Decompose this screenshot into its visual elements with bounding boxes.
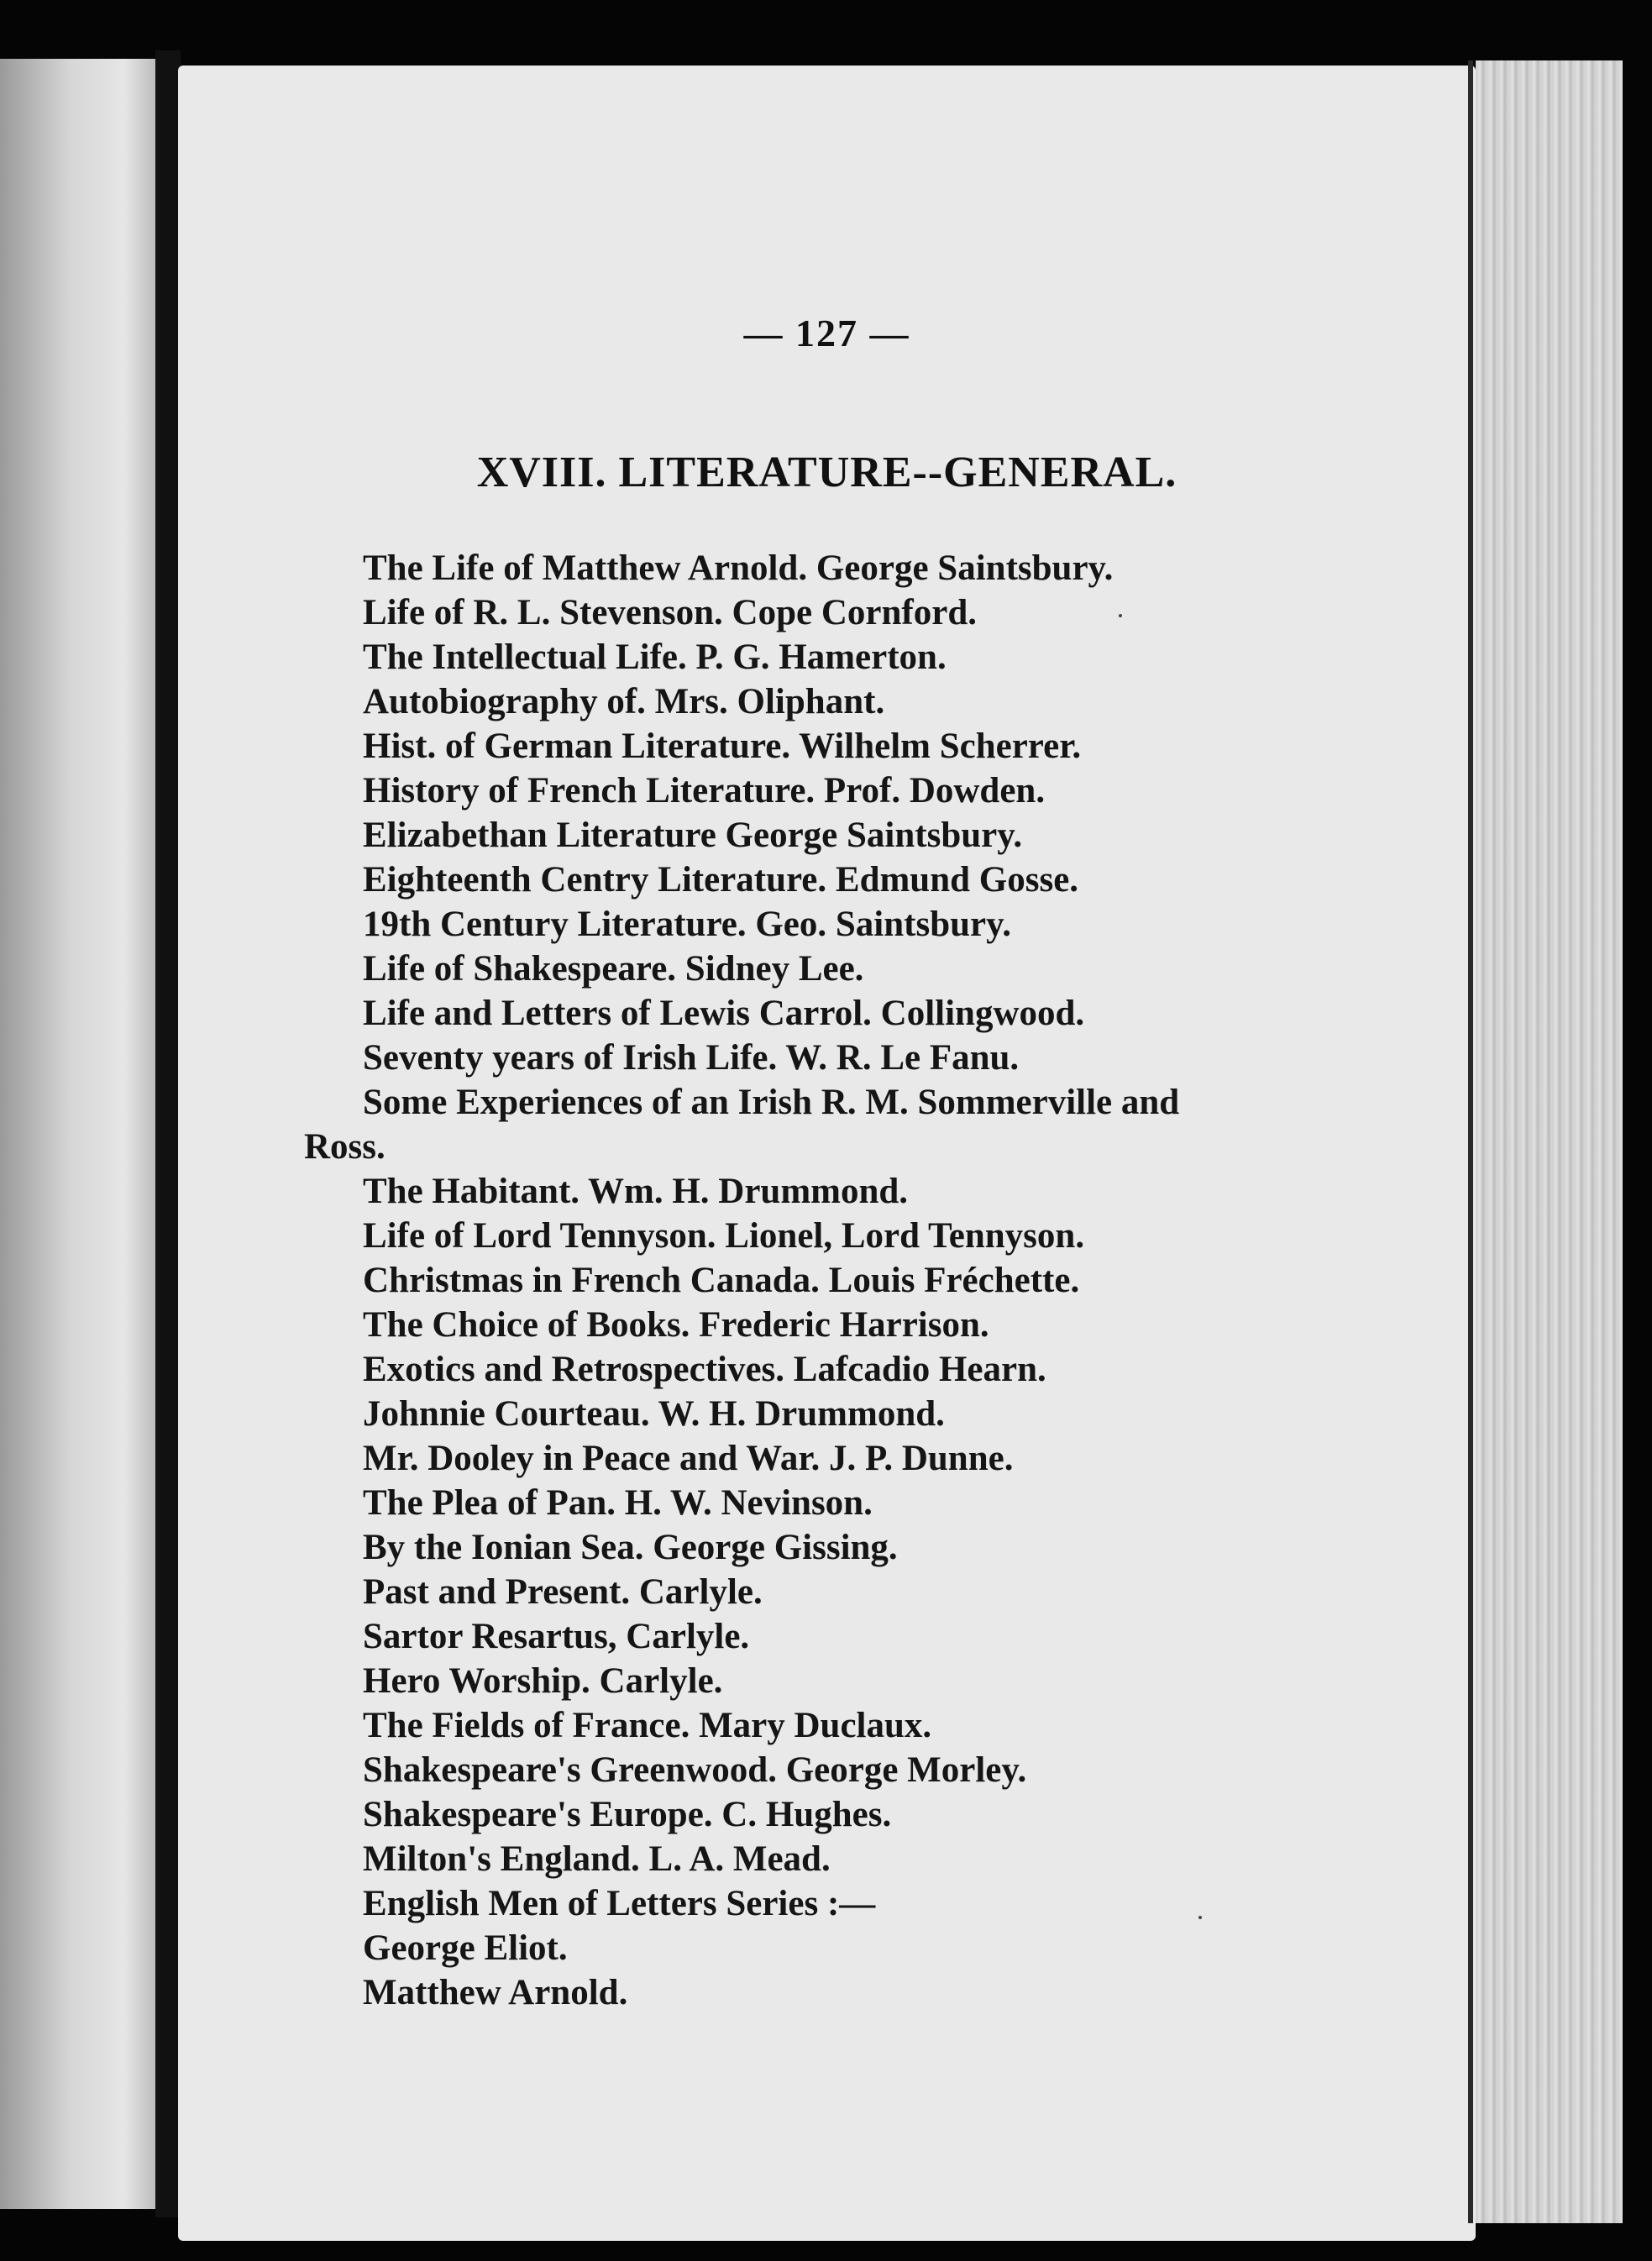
book-gutter	[155, 50, 181, 2217]
list-item: Past and Present. Carlyle.	[363, 1572, 763, 1612]
list-item: Some Experiences of an Irish R. M. Sommerville and	[363, 1083, 1180, 1122]
list-item: Milton's England. L. A. Mead.	[363, 1839, 831, 1879]
list-item: Christmas in French Canada. Louis Fréchette.	[363, 1261, 1080, 1300]
list-item: Life of R. L. Stevenson. Cope Cornford.	[363, 593, 977, 632]
list-item: Eighteenth Centry Literature. Edmund Gosse.	[363, 860, 1079, 900]
list-item: Shakespeare's Greenwood. George Morley.	[363, 1750, 1027, 1790]
list-item: The Plea of Pan. H. W. Nevinson.	[363, 1483, 873, 1523]
list-item: The Habitant. Wm. H. Drummond.	[363, 1172, 909, 1211]
list-item: The Life of Matthew Arnold. George Saintsbury.	[363, 548, 1114, 588]
list-item: The Choice of Books. Frederic Harrison.	[363, 1305, 989, 1345]
list-item: Autobiography of. Mrs. Oliphant.	[363, 682, 885, 721]
book-list	[270, 546, 1463, 2015]
list-item: The Intellectual Life. P. G. Hamerton.	[363, 637, 947, 677]
list-item: Hero Worship. Carlyle.	[363, 1661, 723, 1701]
list-item: Shakespeare's Europe. C. Hughes.	[363, 1795, 892, 1834]
list-item: Johnnie Courteau. W. H. Drummond.	[363, 1394, 945, 1434]
list-item: By the Ionian Sea. George Gissing.	[363, 1528, 898, 1567]
list-item: 19th Century Literature. Geo. Saintsbury.	[363, 905, 1012, 944]
list-item: Hist. of German Literature. Wilhelm Scherrer.	[363, 727, 1082, 766]
book-page	[178, 66, 1476, 2241]
page-number: — 127 —	[743, 312, 910, 354]
list-item: Mr. Dooley in Peace and War. J. P. Dunne.	[363, 1439, 1014, 1478]
list-item: The Fields of France. Mary Duclaux.	[363, 1706, 932, 1745]
list-item: Exotics and Retrospectives. Lafcadio Hearn.	[363, 1350, 1046, 1389]
section-heading: XVIII. LITERATURE--GENERAL.	[476, 449, 1177, 496]
ink-speck	[1119, 614, 1122, 617]
list-item-continuation: Ross.	[304, 1127, 385, 1167]
page-edge-shadow	[1468, 60, 1473, 2223]
list-item: History of French Literature. Prof. Dowden.	[363, 771, 1046, 810]
list-item: Life and Letters of Lewis Carrol. Collingwood.	[363, 994, 1085, 1033]
ink-speck	[1198, 1916, 1202, 1919]
list-item: Life of Shakespeare. Sidney Lee.	[363, 949, 864, 989]
list-item: Sartor Resartus, Carlyle.	[363, 1617, 750, 1656]
list-item: Elizabethan Literature George Saintsbury.	[363, 816, 1023, 855]
page-stack-edge	[1476, 60, 1623, 2223]
list-item: George Eliot.	[363, 1928, 568, 1968]
list-item: Seventy years of Irish Life. W. R. Le Fanu.	[363, 1038, 1020, 1078]
list-item: Matthew Arnold.	[363, 1973, 628, 2012]
list-item: Life of Lord Tennyson. Lionel, Lord Tennyson.	[363, 1216, 1085, 1256]
list-item: English Men of Letters Series :—	[363, 1884, 876, 1923]
facing-page-edge	[0, 59, 155, 2209]
